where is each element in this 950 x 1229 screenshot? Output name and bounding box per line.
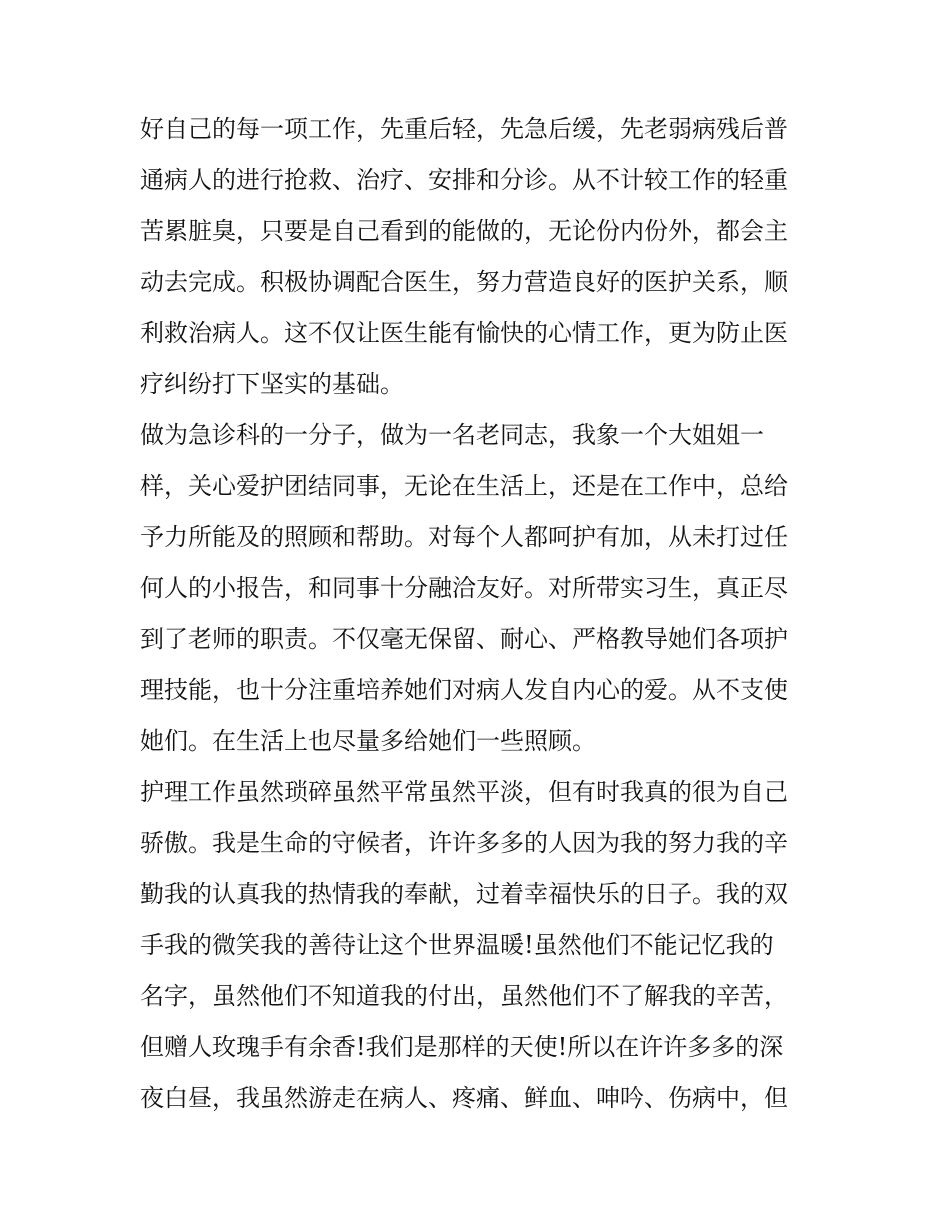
text-line-13: 她们。在生活上也尽量多给她们一些照顾。	[140, 727, 596, 755]
text-line-6: 疗纠纷打下坚实的基础。	[140, 370, 404, 398]
text-line-3: 苦累脏臭，只要是自己看到的能做的，无论份内份外，都会主	[140, 217, 788, 245]
text-line-5: 利救治病人。这不仅让医生能有愉快的心情工作，更为防止医	[140, 319, 788, 347]
text-line-18: 名字，虽然他们不知道我的付出，虽然他们不了解我的辛苦，	[140, 982, 788, 1010]
text-line-9: 予力所能及的照顾和帮助。对每个人都呵护有加，从未打过任	[140, 523, 788, 551]
text-line-11: 到了老师的职责。不仅毫无保留、耐心、严格教导她们各项护	[140, 625, 788, 653]
text-line-17: 手我的微笑我的善待让这个世界温暖!虽然他们不能记忆我的	[140, 931, 774, 959]
text-line-4: 动去完成。积极协调配合医生，努力营造良好的医护关系，顺	[140, 268, 788, 296]
text-line-19: 但赠人玫瑰手有余香!我们是那样的天使!所以在许许多多的深	[140, 1033, 784, 1061]
body-text	[140, 104, 820, 1124]
text-line-8: 样，关心爱护团结同事，无论在生活上，还是在工作中，总给	[140, 472, 788, 500]
text-line-16: 勤我的认真我的热情我的奉献，过着幸福快乐的日子。我的双	[140, 880, 788, 908]
text-line-2: 通病人的进行抢救、治疗、安排和分诊。从不计较工作的轻重	[140, 166, 788, 194]
text-line-1: 好自己的每一项工作，先重后轻，先急后缓，先老弱病残后普	[140, 115, 788, 143]
text-line-12: 理技能，也十分注重培养她们对病人发自内心的爱。从不支使	[140, 676, 788, 704]
text-line-7: 做为急诊科的一分子，做为一名老同志，我象一个大姐姐一	[140, 421, 764, 449]
text-line-10: 何人的小报告，和同事十分融洽友好。对所带实习生，真正尽	[140, 574, 788, 602]
text-line-15: 骄傲。我是生命的守候者，许许多多的人因为我的努力我的辛	[140, 829, 788, 857]
text-line-14: 护理工作虽然琐碎虽然平常虽然平淡，但有时我真的很为自己	[140, 778, 788, 806]
text-line-20: 夜白昼，我虽然游走在病人、疼痛、鲜血、呻吟、伤病中，但	[140, 1084, 788, 1112]
